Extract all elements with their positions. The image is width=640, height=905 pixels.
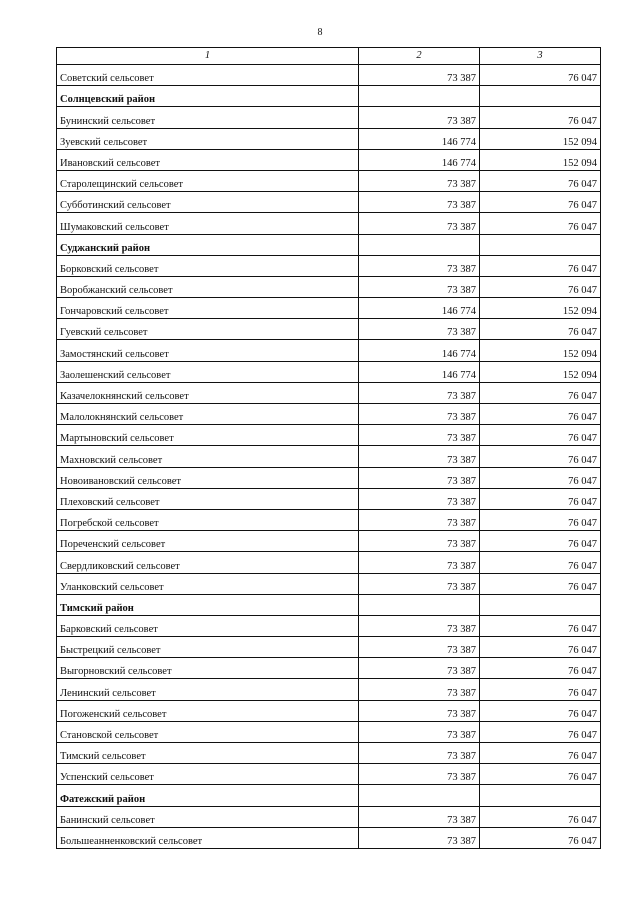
settlement-name: Советский сельсовет — [57, 65, 359, 86]
amount-col-3: 76 047 — [480, 764, 601, 785]
table-row — [57, 721, 601, 742]
settlement-name: Субботинский сельсовет — [57, 192, 359, 213]
amount-col-3: 76 047 — [480, 319, 601, 340]
amount-col-3 — [480, 594, 601, 615]
amount-col-2: 73 387 — [359, 425, 480, 446]
settlement-name: Успенский сельсовет — [57, 764, 359, 785]
amount-col-2: 73 387 — [359, 615, 480, 636]
amount-col-3: 76 047 — [480, 213, 601, 234]
table-row — [57, 764, 601, 785]
district-name: Фатежский район — [57, 785, 359, 806]
column-header-2: 2 — [359, 48, 480, 65]
amount-col-3: 76 047 — [480, 743, 601, 764]
amount-col-2 — [359, 86, 480, 107]
amount-col-2: 73 387 — [359, 107, 480, 128]
amount-col-3: 152 094 — [480, 298, 601, 319]
amount-col-2 — [359, 785, 480, 806]
allocation-table — [56, 47, 601, 849]
table-row — [57, 658, 601, 679]
amount-col-3: 76 047 — [480, 806, 601, 827]
amount-col-2: 73 387 — [359, 531, 480, 552]
table-row — [57, 361, 601, 382]
amount-col-3: 76 047 — [480, 488, 601, 509]
settlement-name: Воробжанский сельсовет — [57, 276, 359, 297]
amount-col-3 — [480, 785, 601, 806]
table-row — [57, 404, 601, 425]
table-row — [57, 213, 601, 234]
page-number: 8 — [317, 27, 323, 38]
amount-col-2: 146 774 — [359, 298, 480, 319]
settlement-name: Борковский сельсовет — [57, 255, 359, 276]
settlement-name: Большеанненковский сельсовет — [57, 827, 359, 848]
table-row — [57, 743, 601, 764]
table-row — [57, 382, 601, 403]
amount-col-3 — [480, 86, 601, 107]
table-row — [57, 615, 601, 636]
amount-col-3: 76 047 — [480, 107, 601, 128]
column-header-1: 1 — [57, 48, 359, 65]
amount-col-2: 73 387 — [359, 764, 480, 785]
district-row — [57, 594, 601, 615]
settlement-name: Погребской сельсовет — [57, 509, 359, 530]
amount-col-3: 76 047 — [480, 467, 601, 488]
settlement-name: Тимский сельсовет — [57, 743, 359, 764]
table-row — [57, 276, 601, 297]
amount-col-2: 73 387 — [359, 319, 480, 340]
district-row — [57, 86, 601, 107]
district-name: Тимский район — [57, 594, 359, 615]
table-row — [57, 107, 601, 128]
settlement-name: Быстрецкий сельсовет — [57, 637, 359, 658]
amount-col-3: 76 047 — [480, 573, 601, 594]
settlement-name: Замостянский сельсовет — [57, 340, 359, 361]
table-row — [57, 700, 601, 721]
amount-col-3: 76 047 — [480, 721, 601, 742]
table-row — [57, 573, 601, 594]
settlement-name: Малолокнянский сельсовет — [57, 404, 359, 425]
table-row — [57, 425, 601, 446]
settlement-name: Становской сельсовет — [57, 721, 359, 742]
district-name: Солнцевский район — [57, 86, 359, 107]
settlement-name: Гуевский сельсовет — [57, 319, 359, 340]
settlement-name: Старолещинский сельсовет — [57, 170, 359, 191]
table-row — [57, 552, 601, 573]
district-name: Суджанский район — [57, 234, 359, 255]
settlement-name: Погоженский сельсовет — [57, 700, 359, 721]
table-row — [57, 827, 601, 848]
settlement-name: Махновский сельсовет — [57, 446, 359, 467]
amount-col-3: 76 047 — [480, 552, 601, 573]
amount-col-3: 152 094 — [480, 340, 601, 361]
amount-col-2 — [359, 594, 480, 615]
settlement-name: Шумаковский сельсовет — [57, 213, 359, 234]
table-row — [57, 170, 601, 191]
settlement-name: Казачелокнянский сельсовет — [57, 382, 359, 403]
table-row — [57, 806, 601, 827]
amount-col-3: 76 047 — [480, 679, 601, 700]
amount-col-2: 73 387 — [359, 170, 480, 191]
amount-col-2: 73 387 — [359, 721, 480, 742]
amount-col-2: 73 387 — [359, 192, 480, 213]
amount-col-3: 76 047 — [480, 382, 601, 403]
amount-col-3: 76 047 — [480, 509, 601, 530]
settlement-name: Барковский сельсовет — [57, 615, 359, 636]
amount-col-3: 152 094 — [480, 128, 601, 149]
amount-col-3: 152 094 — [480, 149, 601, 170]
table-header-row — [57, 48, 601, 65]
amount-col-2: 73 387 — [359, 679, 480, 700]
district-row — [57, 234, 601, 255]
table-row — [57, 255, 601, 276]
amount-col-2: 73 387 — [359, 658, 480, 679]
amount-col-2: 73 387 — [359, 255, 480, 276]
amount-col-3: 152 094 — [480, 361, 601, 382]
amount-col-2: 73 387 — [359, 806, 480, 827]
settlement-name: Заолешенский сельсовет — [57, 361, 359, 382]
settlement-name: Гончаровский сельсовет — [57, 298, 359, 319]
amount-col-3: 76 047 — [480, 615, 601, 636]
amount-col-2: 73 387 — [359, 700, 480, 721]
amount-col-3: 76 047 — [480, 827, 601, 848]
amount-col-2: 73 387 — [359, 743, 480, 764]
table-row — [57, 637, 601, 658]
amount-col-3 — [480, 234, 601, 255]
amount-col-3: 76 047 — [480, 255, 601, 276]
amount-col-2: 73 387 — [359, 446, 480, 467]
amount-col-3: 76 047 — [480, 658, 601, 679]
settlement-name: Свердликовский сельсовет — [57, 552, 359, 573]
settlement-name: Выгорновский сельсовет — [57, 658, 359, 679]
amount-col-2: 73 387 — [359, 573, 480, 594]
settlement-name: Новоивановский сельсовет — [57, 467, 359, 488]
amount-col-2: 73 387 — [359, 404, 480, 425]
amount-col-2: 73 387 — [359, 827, 480, 848]
table-row — [57, 509, 601, 530]
amount-col-2: 73 387 — [359, 65, 480, 86]
table-row — [57, 192, 601, 213]
settlement-name: Ивановский сельсовет — [57, 149, 359, 170]
settlement-name: Пореченский сельсовет — [57, 531, 359, 552]
table-row — [57, 467, 601, 488]
amount-col-3: 76 047 — [480, 700, 601, 721]
table-row — [57, 149, 601, 170]
settlement-name: Бунинский сельсовет — [57, 107, 359, 128]
settlement-name: Плеховский сельсовет — [57, 488, 359, 509]
amount-col-3: 76 047 — [480, 531, 601, 552]
amount-col-2 — [359, 234, 480, 255]
amount-col-2: 73 387 — [359, 488, 480, 509]
amount-col-3: 76 047 — [480, 276, 601, 297]
amount-col-2: 146 774 — [359, 340, 480, 361]
amount-col-2: 73 387 — [359, 382, 480, 403]
settlement-name: Банинский сельсовет — [57, 806, 359, 827]
table-row — [57, 531, 601, 552]
table-row — [57, 340, 601, 361]
amount-col-2: 73 387 — [359, 467, 480, 488]
table-row — [57, 679, 601, 700]
table-row — [57, 319, 601, 340]
amount-col-3: 76 047 — [480, 404, 601, 425]
amount-col-3: 76 047 — [480, 65, 601, 86]
amount-col-2: 146 774 — [359, 149, 480, 170]
column-header-3: 3 — [480, 48, 601, 65]
settlement-name: Мартыновский сельсовет — [57, 425, 359, 446]
table-row — [57, 446, 601, 467]
table-row — [57, 298, 601, 319]
amount-col-3: 76 047 — [480, 170, 601, 191]
amount-col-2: 73 387 — [359, 552, 480, 573]
amount-col-2: 73 387 — [359, 637, 480, 658]
settlement-name: Уланковский сельсовет — [57, 573, 359, 594]
amount-col-2: 73 387 — [359, 213, 480, 234]
amount-col-3: 76 047 — [480, 192, 601, 213]
amount-col-3: 76 047 — [480, 425, 601, 446]
table-body — [57, 65, 601, 849]
amount-col-2: 73 387 — [359, 509, 480, 530]
settlement-name: Зуевский сельсовет — [57, 128, 359, 149]
settlement-name: Ленинский сельсовет — [57, 679, 359, 700]
district-row — [57, 785, 601, 806]
amount-col-2: 146 774 — [359, 128, 480, 149]
amount-col-2: 73 387 — [359, 276, 480, 297]
table-row — [57, 65, 601, 86]
table-row — [57, 488, 601, 509]
amount-col-3: 76 047 — [480, 446, 601, 467]
amount-col-2: 146 774 — [359, 361, 480, 382]
amount-col-3: 76 047 — [480, 637, 601, 658]
table-row — [57, 128, 601, 149]
